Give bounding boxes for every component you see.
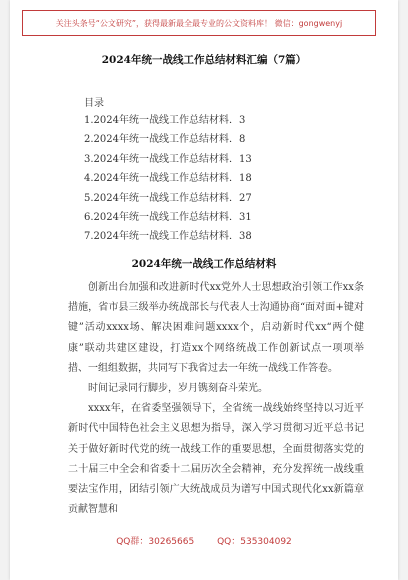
page-footer bbox=[10, 534, 398, 547]
qq-group-contact: QQ群：30265665 bbox=[116, 537, 195, 547]
toc-item[interactable]: 5.2024年统一战线工作总结材料．27 bbox=[84, 192, 252, 204]
toc-item[interactable]: 2.2024年统一战线工作总结材料．8 bbox=[84, 134, 246, 146]
qq-contact: QQ：535304092 bbox=[217, 537, 292, 547]
table-of-contents bbox=[84, 111, 252, 247]
toc-item[interactable]: 7.2024年统一战线工作总结材料．38 bbox=[84, 231, 252, 243]
body-paragraph: xxxx年，在省委坚强领导下，全省统一战线始终坚持以习近平新时代中国特色社会主义思想为指导，深入学习贯彻习近平总书记关于做好新时代党的统一战线工作的重要思想，全面贯彻落实党的二十届三中全会和省委十二届历次全会精神，充分发挥统一战线重要法宝作用，团结引领广大统战成员为谱写中国式现代化xx新篇章贡献智慧和 bbox=[68, 403, 364, 516]
toc-item[interactable]: 6.2024年统一战线工作总结材料．31 bbox=[84, 211, 252, 223]
section-title: 2024年统一战线工作总结材料 bbox=[131, 258, 277, 270]
body-paragraph: 时间记录同行脚步，岁月镌刻奋斗荣光。 bbox=[88, 383, 268, 395]
toc-item[interactable]: 1.2024年统一战线工作总结材料．3 bbox=[84, 115, 246, 126]
promo-banner: 关注头条号“公文研究”，获得最新最全最专业的公文资料库！ 微信：gongwenyj bbox=[22, 10, 376, 36]
toc-item[interactable]: 4.2024年统一战线工作总结材料．18 bbox=[84, 173, 252, 185]
document-page bbox=[10, 0, 398, 580]
toc-heading: 目录 bbox=[84, 98, 104, 109]
body-paragraph: 创新出台加强和改进新时代xx党外人士思想政治引领工作xx条措施，省市县三级举办统战部长与代表人士沟通协商“面对面+键对键”活动xxxx场、解决困难问题xxxx个，启动新时代xx“两个健康”联动共建区建设，打造xx个网络统战工作创新试点一项项举措、一组组数据，共同写下我省过去一年统一战线工作答卷。 bbox=[68, 282, 364, 374]
document-title: 2024年统一战线工作总结材料汇编（7篇） bbox=[101, 54, 307, 66]
toc-item[interactable]: 3.2024年统一战线工作总结材料．13 bbox=[84, 153, 252, 165]
body-text bbox=[68, 278, 364, 520]
